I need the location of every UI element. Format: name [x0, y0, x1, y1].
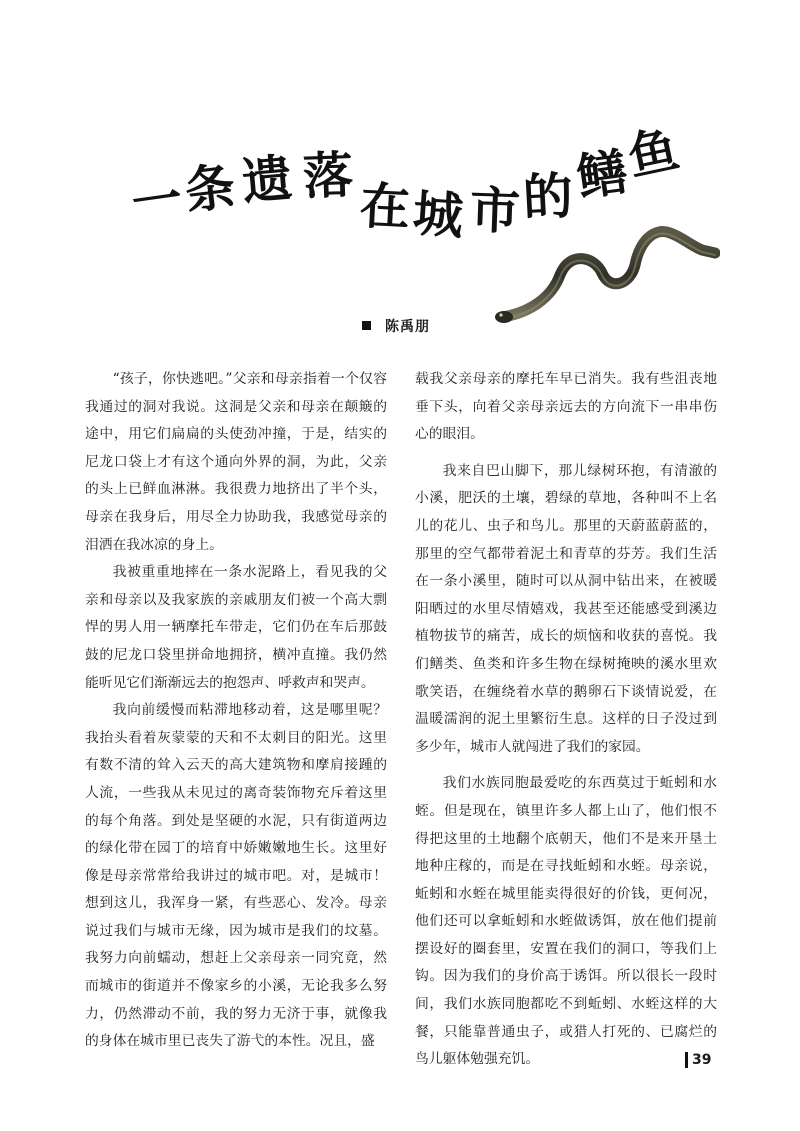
paragraph: 我向前缓慢而粘滞地移动着，这是哪里呢？我抬头看着灰蒙蒙的天和不太刺目的阳光。这里有数不清的耸入云天的高大建筑物和摩肩接踵的人流，一些我从未见过的离奇装饰物充斥着这里的每个角落。到处是坚硬的水泥，只有街道两边的绿化带在园丁的培育中娇嫩嫩地生长。这里好像是母亲常常给我讲过的城市吧。对，是城市！想到这儿，我浑身一紧，有些恶心、发冷。母亲说过我们与城市无缘，因为城市是我们的坟墓。我努力向前蠕动，想赶上父亲母亲一同究竟，然而城市的街道并不像家乡的小溪，无论我多么努力，仍然滞动不前，我的努力无济于事，就像我的身体在城市里已丧失了游弋的本性。况且，盛 — [85, 702, 387, 1050]
title-char: 在 — [358, 176, 412, 238]
paragraph: 我来自巴山脚下，那儿绿树环抱，有清澈的小溪，肥沃的土壤，碧绿的草地，各种叫不上名儿的花儿、虫子和鸟儿。那里的天蔚蓝蔚蓝的，那里的空气都带着泥土和青草的芬芳。我们生活在一条小溪里，随时可以从洞中钻出来，在被暖阳晒过的水里尽情嬉戏，我甚至还能感受到溪边植物拔节的痛苦，成长的烦恼和收获的喜悦。我们鳝类、鱼类和许多生物在绿树掩映的溪水里欢歌笑语，在缠绕着水草的鹅卵石下谈情说爱，在温暖濡润的泥土里繁衍生息。这样的日子没过到多少年，城市人就闯进了我们的家园。 — [415, 462, 717, 755]
title-char: 的 — [521, 166, 575, 228]
author-name: 陈禹朋 — [385, 319, 430, 335]
title-char: 市 — [469, 181, 521, 241]
paragraph: 我们水族同胞最爱吃的东西莫过于蚯蚓和水蛭。但是现在，镇里许多人都上山了，他们恨不得把这里的土地翻个底朝天，他们不是来开垦土地种庄稼的，而是在寻找蚯蚓和水蛭。母亲说，蚯蚓和水蛭在城里能卖得很好的价钱，更何况，他们还可以拿蚯蚓和水蛭做诱饵，放在他们提前摆设好的圈套里，安置在我们的洞口，等我们上钩。因为我们的身价高于诱饵。所以很长一段时间，我们水族同胞都吃不到蚯蚓、水蛭这样的大餐，只能靠普通虫子，或猎人打死的、已腐烂的鸟儿躯体勉强充饥。 — [415, 775, 717, 1068]
title-char: 一 — [128, 168, 186, 234]
paragraph: 我被重重地摔在一条水泥路上，看见我的父亲和母亲以及我家族的亲戚朋友们被一个高大剽悍的男人用一辆摩托车带走，它们仍在车后那鼓鼓的尼龙口袋里拼命地拥挤，横冲直撞。我仍然能听见它们渐渐远去的抱怨声、呼救声和哭声。 — [85, 564, 387, 691]
title-char: 落 — [302, 146, 354, 206]
title-char: 鱼 — [622, 119, 684, 187]
black-square-icon — [362, 321, 371, 330]
title-char: 条 — [181, 157, 239, 221]
title-char: 城 — [411, 184, 465, 246]
paragraph: “孩子，你快逃吧。”父亲和母亲指着一个仅容我通过的洞对我说。这洞是父亲和母亲在颠簸的途中，用它们扁扁的头使劲冲撞，于是，结实的尼龙口袋上才有这个通向外界的洞，为此，父亲的头上已鲜血淋淋。我很费力地挤出了半个头，母亲在我身后，用尽全力协助我，我感觉母亲的泪洒在我冰凉的身上。 — [85, 371, 387, 553]
text-column-right — [415, 366, 717, 1074]
eel-illustration — [490, 205, 720, 335]
title-char: 鳝 — [573, 142, 631, 208]
text-column-left — [85, 366, 387, 1056]
title-char: 遗 — [239, 148, 295, 212]
page-number: 39 — [685, 1052, 711, 1068]
byline — [362, 316, 430, 336]
paragraph: 载我父亲母亲的摩托车早已消失。我有些沮丧地垂下头，向着父亲母亲远去的方向流下一串串伤心的眼泪。 — [415, 371, 717, 443]
